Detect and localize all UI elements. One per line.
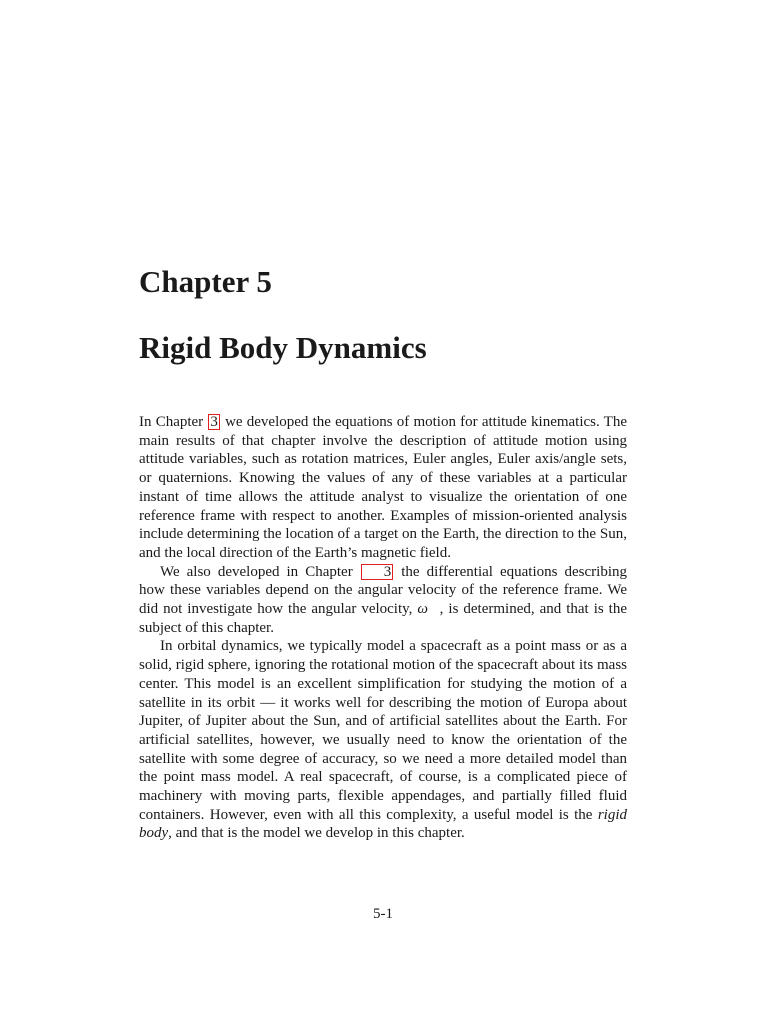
chapter-reference-link[interactable]: 3 <box>210 414 218 430</box>
chapter-body <box>139 413 627 843</box>
paragraph-3 <box>139 637 627 843</box>
chapter-number: Chapter 5 <box>139 264 272 299</box>
paragraph-2-text-b: the differential equations describing how these variables depend on the angular velocity of the reference frame. We did not investigate how the angular velocity, <box>139 563 627 618</box>
paragraph-1-text-a: In Chapter <box>139 414 208 430</box>
page-number: 5-1 <box>373 906 393 922</box>
paragraph-1-text-b: we developed the equations of motion for attitude kinematics. The main results of that chapter involve the description of attitude motion using attitude variables, such as rotation matrices, Euler angles, Euler axis/angle sets, or quaternions. Knowing the values of any of these variables at a particular instant of time allows the attitude analyst to visualize the orientation of one reference frame with respect to another. Examples of mission-oriented analysis include determining the location of a target on the Earth, the direction to the Sun, and the local direction of the Earth’s magnetic field. <box>139 414 627 561</box>
chapter-reference-link[interactable]: 3 <box>361 564 394 580</box>
emphasis-rigid-body: rigid body <box>139 806 627 842</box>
paragraph-1 <box>139 413 627 563</box>
paragraph-3-text-a: In orbital dynamics, we typically model a spacecraft as a point mass or as a solid, rigid sphere, ignoring the rotational motion of the spacecraft about its mass center. This model is an excellent simplification for studying the motion of a satellite in its orbit — it works well for describing the motion of Europa about Jupiter, of Jupiter about the Sun, and of artificial satellites about the Earth. For artificial satellites, however, we usually need to know the orientation of the satellite with some degree of accuracy, so we need a more detailed model than the point mass model. A real spacecraft, of course, is a complicated piece of machinery with moving parts, flexible appendages, and partially filled fluid containers. However, even with all this complexity, a useful model is the <box>139 638 627 823</box>
angular-velocity-symbol: ω⃗ <box>417 601 440 618</box>
document-page <box>139 0 627 1024</box>
paragraph-2-text-a: We also developed in Chapter <box>160 563 360 580</box>
paragraph-2 <box>139 563 627 638</box>
paragraph-2-text-c: , is determined, and that is the subject of this chapter. <box>139 601 627 636</box>
chapter-title: Rigid Body Dynamics <box>139 330 427 365</box>
paragraph-3-text-b: , and that is the model we develop in this chapter. <box>168 825 465 842</box>
